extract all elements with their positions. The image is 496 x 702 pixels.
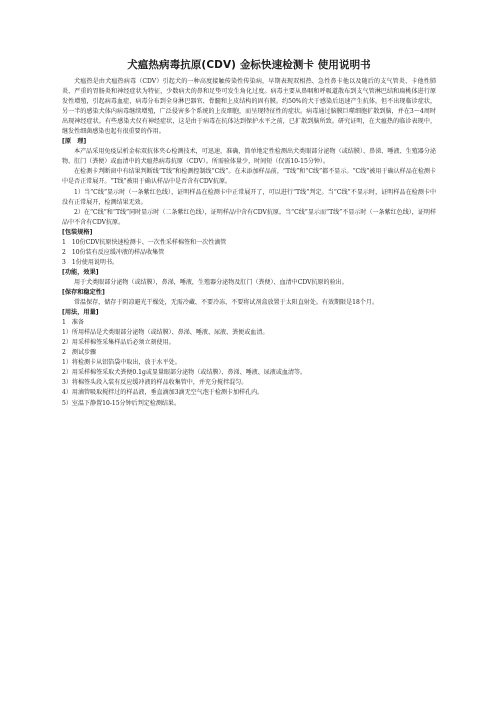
document-title: 犬瘟热病毒抗原(CDV) 金标快速检测卡 使用说明书 <box>127 59 371 71</box>
principle-heading: [原 理] <box>62 138 87 146</box>
instruction-document <box>62 58 436 409</box>
principle-paragraph-3: 1）当“C线”显示时（一条紫红色线），证明样品在检测卡中正常展开了，可以进行“T线”判定。当“C线”不显示时，证明样品在检测卡中没有正常展开，检测结果无效。 <box>62 188 436 206</box>
intro-paragraph: 犬瘟热是由犬瘟热病毒（CDV）引起犬的一种高度接触传染性传染病，早期表现双相热、急性鼻卡他以及随后的支气管炎、卡他性肺炎、严重的胃肠炎和神经症状为特征，少数病犬的鼻和足垫可发生角化过度。病毒主要从鼻咽和呼吸道散布到支气管淋巴结和扁桃体进行原发性增殖，引起病毒血症，病毒分布到全身淋巴器官、骨髓和上皮结构的固有膜。约50%的犬于感染后迅速产生抗体，但不出现临诊症状，另一半的感染犬体内病毒继续增殖，广泛侵害多个系统的上皮细胞，而呈现特征性的症状。病毒通过脑膜巨噬细胞扩散到脑，并在3～4周时出现神经症状。有些感染犬仅有神经症状，这是由于病毒在抗体达到保护水平之前，已扩散到脑所致。研究证明，在犬瘟热的临诊表现中，继发性细菌感染也起有很重要的作用。 <box>62 78 436 136</box>
packaging-item: 2 10份装有反应缓冲液的样品收集管 <box>62 248 165 256</box>
usage-prep-item: 2）用采样棉签采集样品后必须立刻使用。 <box>62 339 175 347</box>
principle-paragraph-4: 2）在“C线”和“T线”同时显示时（二条紫红色线），证明样品中含有CDV抗原。当“C线”显示而“T线”不显示时（一条紫红色线），证明样品中不含有CDV抗原。 <box>62 208 436 226</box>
packaging-item: 3 1份使用说明书。 <box>62 258 119 266</box>
principle-paragraph-1: 本产品采用免疫层析金标双抗体夹心检测技术，可迅速，准确，简单地定性检测出犬类眼部分泌物（或结膜）、鼻涕、唾液、生殖器分泌物、肛门（粪便）或血清中的犬瘟热病毒抗原（CDV）。所需验体量少，时间短（仅需10-15分钟）。 <box>62 148 436 166</box>
usage-step: 4）用滴管吸取搅拌过的样品液，垂直滴加3滴无空气泡于检测卡加样孔内。 <box>62 389 264 397</box>
efficacy-heading: [功能，效果] <box>62 268 99 276</box>
usage-prep-label: 1 准备 <box>62 319 84 327</box>
usage-steps-label: 2 测试步骤 <box>62 349 97 357</box>
efficacy-text: 用于犬类眼部分泌物（或结膜），鼻涕，唾液，生殖器分泌物及肛门（粪便）、血清中CDV抗原的验出。 <box>74 278 348 286</box>
storage-heading: [保存和稳定性] <box>62 288 105 296</box>
usage-heading: [用法，用量] <box>62 309 99 317</box>
usage-prep-item: 1）所用样品是犬类眼部分泌物（或结膜）、鼻涕、唾液、尿液、粪便或血清。 <box>62 329 269 337</box>
usage-step: 3）将棉签头段入装有反应缓冲液的样品收集管中，并充分搅拌混匀。 <box>62 379 248 387</box>
usage-step: 1）将检测卡从铝箔袋中取出，放于水平处。 <box>62 359 181 367</box>
principle-paragraph-2: 在检测卡判断窗中有结果判断线“T线”和检测控制线“C线”。在未添加样品前，“T线”和“C线”都不显示。“C线”被用于确认样品在检测卡中是否正常展开。“T线”被用于确认样品中是否含有CDV抗原。 <box>62 168 436 186</box>
packaging-heading: [包装规格] <box>62 228 93 236</box>
packaging-item: 1 10份CDV抗原快速检测卡、一次性采样棉签和一次性滴管 <box>62 238 227 246</box>
usage-step: 5）室温下静置10-15分钟后判定检测结果。 <box>62 399 181 407</box>
storage-text: 常温保存，储存于阴凉避光干燥处，无需冷藏、不要冷冻，不要将试剂盒放置于太阳直射处。有效期限是18个月。 <box>74 299 378 307</box>
usage-step: 2）用采样棉签采取犬粪便0.1g或显量眼部分泌物（或结膜）、鼻涕、唾液、尿液或血清等。 <box>62 369 307 377</box>
